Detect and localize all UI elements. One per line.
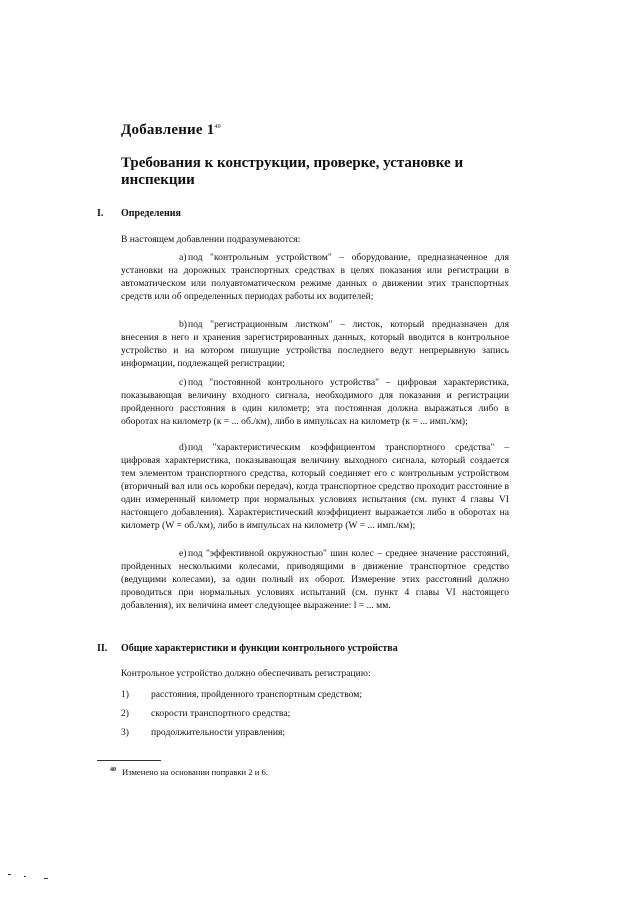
definition-d-text: под "характеристическим коэффициентом транспортного средства" – цифровая характеристика, показывающая величину выходного сигнала, который создается тем элементом транспортного средства, который соединяет его с контрольным устройством (вторичный вал или ось коробки передач), когда транспортное средство проходит расстояние в один измеренный километр при нормальных условиях испытания (см. пункт 4 главы VI настоящего добавления). Характеристический коэффициент выражается либо в оборотах на километр (W = об./км), либо в импульсах на километр (W = ... имп./км);	[121, 442, 509, 531]
definition-b-label: b)	[179, 319, 187, 330]
list-item-2-number: 2)	[121, 708, 129, 719]
scan-speck	[24, 876, 26, 877]
scan-speck	[8, 874, 11, 875]
section-2-title: Общие характеристики и функции контрольного устройства	[121, 643, 398, 654]
section-2-intro: Контрольное устройство должно обеспечивать регистрацию:	[121, 668, 371, 679]
definition-c-label: c)	[179, 377, 187, 388]
definition-b	[121, 318, 509, 370]
footnote	[110, 767, 268, 777]
definition-e-label: e)	[179, 548, 187, 559]
definition-e	[121, 547, 509, 612]
definition-a-text: под "контрольным устройством" – оборудование, предназначенное для установки на дорожных транспортных средствах в целях показания или регистрации в автоматическом или полуавтоматическом режиме данных о движении этих транспортных средств или об определенных периодах работы их водителей;	[121, 252, 509, 302]
footnote-separator	[97, 760, 161, 761]
definition-d	[121, 441, 509, 532]
title-footnote-mark: 40	[214, 124, 221, 130]
definition-c-text: под "постоянной контрольного устройства" – цифровая характеристика, показывающая величину входного сигнала, необходимого для показания и регистрации пройденного расстояния в один километр; эта постоянная должна выражаться либо в оборотах на километр (к = ... об./км), либо в импульсах на километр (к = ... имп./км);	[121, 377, 509, 427]
page-subtitle: Требования к конструкции, проверке, установке и инспекции	[121, 155, 464, 188]
list-item-3-number: 3)	[121, 727, 129, 738]
list-item-2-text: скорости транспортного средства;	[151, 708, 291, 719]
list-item-1-number: 1)	[121, 689, 129, 700]
section-2-number: II.	[97, 643, 108, 654]
scan-speck	[44, 878, 48, 879]
section-1-number: I.	[97, 208, 104, 219]
definition-a	[121, 251, 509, 303]
definition-b-text: под "регистрационным листком" – листок, который предназначен для внесения в него и хранения зарегистрированных данных, который вводится в контрольное устройство и на котором пишущие устройства последнего ведут непрерывную запись информации, подлежащей регистрации;	[121, 319, 509, 369]
definition-e-text: под "эффективной окружностью" шин колес – среднее значение расстояний, пройденных несколькими колесами, приводящими в движение транспортное средство (ведущими колесами), за один полный их оборот. Измерение этих расстояний должно проводиться при нормальных условиях испытаний (см. пункт 4 главы VI настоящего добавления), их величина имеет следующее выражение: l = ... мм.	[121, 548, 509, 611]
definition-c	[121, 376, 509, 428]
section-1-intro: В настоящем добавлении подразумеваются:	[121, 234, 301, 245]
page-title-text: Добавление 1	[121, 122, 215, 138]
list-item-1-text: расстояния, пройденного транспортным средством;	[151, 689, 363, 700]
list-item-3-text: продолжительности управления;	[151, 727, 286, 738]
footnote-mark: 40	[110, 767, 116, 774]
footnote-text: Изменено на основании поправки 2 и 6.	[122, 767, 268, 777]
section-1-title: Определения	[121, 208, 181, 219]
definition-a-label: a)	[179, 252, 187, 263]
page-title	[121, 122, 221, 139]
definition-d-label: d)	[179, 442, 187, 453]
